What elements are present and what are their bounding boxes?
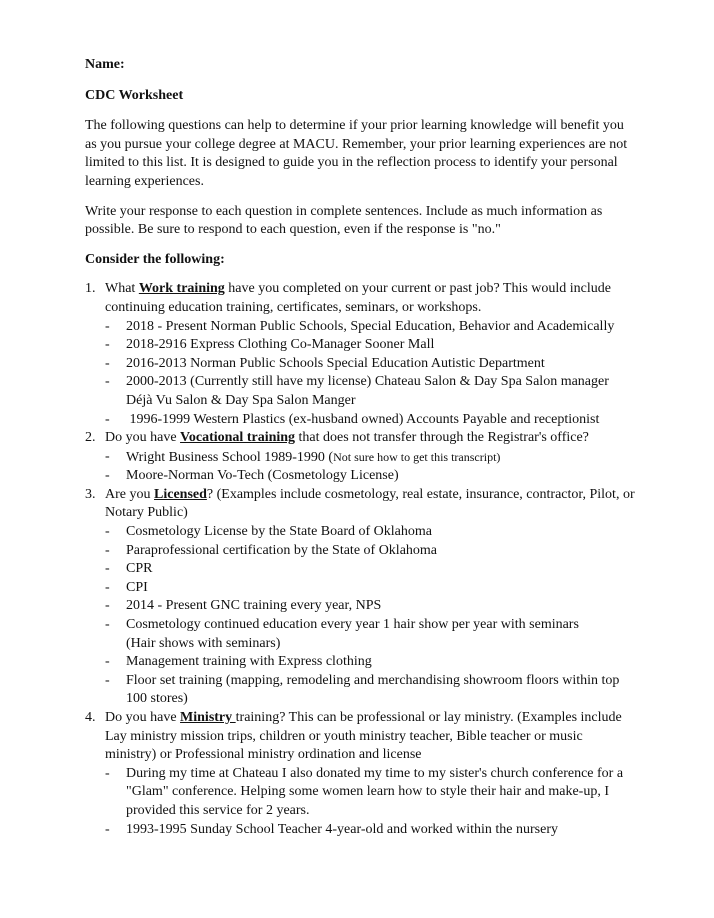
bullet-dash: - bbox=[105, 542, 110, 558]
answer-item bbox=[85, 411, 635, 430]
answer-item bbox=[85, 616, 635, 653]
question-prefix: Do you have bbox=[105, 710, 181, 725]
intro-paragraph: The following questions can help to determine if your prior learning knowledge will benefit you as you pursue your college degree at MACU. Remember, your prior learning experiences are not limited to this list. It is designed to guide you in the reflection process to identify your personal learning experiences. bbox=[85, 118, 628, 189]
answer-text: Management training with Express clothing bbox=[126, 654, 372, 670]
question-suffix: training? This can be professional or lay ministry. (Examples include Lay ministry mission trips, children or youth ministry teacher, Bible teacher or music ministry) or Professional ministry ordination and license bbox=[105, 710, 622, 763]
answer-item bbox=[85, 560, 635, 579]
bullet-dash: - bbox=[105, 821, 110, 837]
answer-text: Floor set training (mapping, remodeling and merchandising showroom floors within top 100 stores) bbox=[126, 672, 620, 707]
question-number: 3. bbox=[85, 486, 96, 502]
bullet-dash: - bbox=[105, 468, 110, 484]
question-highlight: Ministry bbox=[180, 710, 236, 725]
document-body bbox=[85, 56, 635, 839]
question-number: 2. bbox=[85, 430, 96, 446]
question-text bbox=[105, 429, 635, 448]
bullet-dash: - bbox=[105, 765, 110, 781]
bullet-dash: - bbox=[105, 318, 110, 334]
answer-item bbox=[85, 672, 635, 709]
answer-item bbox=[85, 579, 635, 598]
answer-item bbox=[85, 336, 635, 355]
answer-text: 2018 - Present Norman Public Schools, Special Education, Behavior and Academically bbox=[126, 318, 615, 334]
question-1 bbox=[85, 280, 635, 429]
bullet-dash: - bbox=[105, 598, 110, 614]
bullet-dash: - bbox=[105, 617, 110, 633]
answer-item bbox=[85, 448, 635, 468]
answer-item bbox=[85, 467, 635, 486]
answer-item bbox=[85, 765, 635, 821]
question-highlight: Vocational training bbox=[180, 430, 296, 446]
answer-text: During my time at Chateau I also donated my time to my sister's church conference for a "Glam" conference. Helping some women learn how to style their hair and make-up, I provided this service for 2 years. bbox=[126, 765, 624, 818]
worksheet-title: CDC Worksheet bbox=[85, 87, 184, 103]
question-2 bbox=[85, 429, 635, 486]
question-number: 1. bbox=[85, 281, 96, 297]
bullet-dash: - bbox=[105, 579, 110, 595]
question-number: 4. bbox=[85, 710, 96, 725]
answer-item bbox=[85, 373, 635, 410]
answer-item bbox=[85, 542, 635, 561]
answer-text-line2: (Hair shows with seminars) bbox=[126, 635, 281, 651]
answer-text: Moore-Norman Vo-Tech (Cosmetology License) bbox=[126, 468, 399, 484]
answer-item bbox=[85, 355, 635, 374]
question-prefix: Are you bbox=[105, 486, 154, 502]
question-text bbox=[105, 486, 635, 523]
answer-text: 1993-1995 Sunday School Teacher 4-year-old and worked within the nursery bbox=[126, 821, 558, 837]
bullet-dash: - bbox=[105, 355, 110, 371]
question-4 bbox=[85, 709, 635, 839]
answer-text: CPI bbox=[126, 579, 148, 595]
answer-text: 2014 - Present GNC training every year, NPS bbox=[126, 598, 382, 614]
bullet-dash: - bbox=[105, 524, 110, 540]
bullet-dash: - bbox=[105, 654, 110, 670]
answer-item bbox=[85, 597, 635, 616]
bullet-dash: - bbox=[105, 411, 110, 427]
answer-text: 1996-1999 Western Plastics (ex-husband owned) Accounts Payable and receptionist bbox=[126, 411, 600, 427]
answer-item bbox=[85, 653, 635, 672]
answer-item bbox=[85, 523, 635, 542]
bullet-dash: - bbox=[105, 337, 110, 353]
instructions-paragraph: Write your response to each question in complete sentences. Include as much information as possible. Be sure to respond to each question, even if the response is "no." bbox=[85, 203, 603, 238]
question-suffix: that does not transfer through the Registrar's office? bbox=[295, 430, 589, 446]
answer-item bbox=[85, 821, 635, 840]
answer-item bbox=[85, 318, 635, 337]
bullet-dash: - bbox=[105, 561, 110, 577]
answer-text: CPR bbox=[126, 561, 153, 577]
answer-text: 2016-2013 Norman Public Schools Special Education Autistic Department bbox=[126, 355, 545, 371]
answer-text: Cosmetology continued education every year 1 hair show per year with seminars bbox=[126, 617, 579, 633]
answer-note: Not sure how to get this transcript) bbox=[333, 449, 501, 464]
answer-text: Paraprofessional certification by the State of Oklahoma bbox=[126, 542, 438, 558]
answer-text: 2018-2916 Express Clothing Co-Manager Sooner Mall bbox=[126, 337, 435, 353]
consider-heading: Consider the following: bbox=[85, 251, 225, 267]
question-highlight: Work training bbox=[138, 281, 225, 297]
question-3 bbox=[85, 486, 635, 709]
answer-text: Cosmetology License by the State Board of Oklahoma bbox=[126, 524, 432, 540]
bullet-dash: - bbox=[105, 374, 110, 390]
question-text bbox=[105, 709, 635, 765]
bullet-dash: - bbox=[105, 448, 110, 464]
bullet-dash: - bbox=[105, 672, 110, 688]
question-text bbox=[105, 280, 635, 317]
answer-text: 2000-2013 (Currently still have my license) Chateau Salon & Day Spa Salon manager Déjà Vu Salon & Day Spa Salon Manger bbox=[126, 374, 609, 408]
question-suffix: have you completed on your current or past job? This would include continuing education training, certificates, seminars, or workshops. bbox=[105, 281, 611, 315]
name-label: Name: bbox=[85, 57, 125, 72]
question-highlight: Licensed bbox=[154, 486, 207, 502]
question-prefix: Do you have bbox=[105, 430, 181, 446]
question-prefix: What bbox=[105, 281, 139, 297]
answer-text: Wright Business School 1989-1990 ( bbox=[126, 449, 334, 465]
question-suffix: ? (Examples include cosmetology, real estate, insurance, contractor, Pilot, or Notary Public) bbox=[105, 486, 635, 521]
